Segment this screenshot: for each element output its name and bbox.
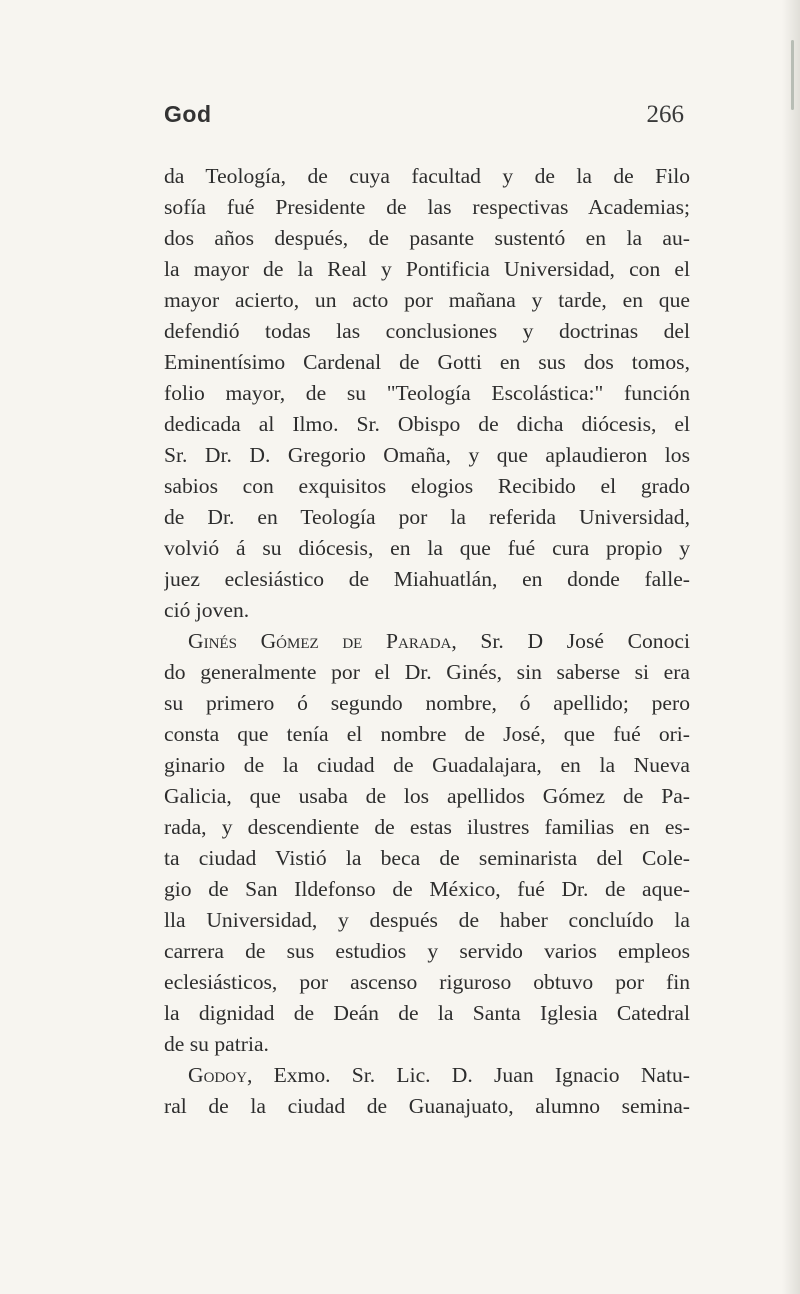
text-line: volvió á su diócesis, en la que fué cura propio y — [164, 536, 690, 560]
text-line: dos años después, de pasante sustentó en la au- — [164, 226, 690, 250]
entry-heading: Ginés Gómez de Parada — [188, 629, 452, 653]
entry-heading: Godoy — [188, 1063, 247, 1087]
text-line: lla Universidad, y después de haber concluído la — [164, 908, 690, 932]
text-line: do generalmente por el Dr. Ginés, sin saberse si era — [164, 660, 690, 684]
text-line: su primero ó segundo nombre, ó apellido; pero — [164, 691, 690, 715]
text-line: sabios con exquisitos elogios Recibido el grado — [164, 474, 690, 498]
text-line: da Teología, de cuya facultad y de la de Filo — [164, 164, 690, 188]
page-edge-shadow — [782, 0, 800, 1294]
text-line: de su patria. — [164, 1032, 269, 1056]
entry-text: , Exmo. Sr. Lic. D. Juan Ignacio Natu- — [246, 1063, 690, 1087]
text-line: Galicia, que usaba de los apellidos Gómez de Pa- — [164, 784, 690, 808]
text-line: consta que tenía el nombre de José, que fué ori- — [164, 722, 690, 746]
text-line — [164, 1060, 690, 1091]
text-line: rada, y descendiente de estas ilustres familias en es- — [164, 815, 690, 839]
text-line: ta ciudad Vistió la beca de seminarista del Cole- — [164, 846, 690, 870]
running-header — [164, 101, 684, 141]
text-line: juez eclesiástico de Miahuatlán, en donde falle- — [164, 567, 690, 591]
text-line: sofía fué Presidente de las respectivas Academias; — [164, 195, 690, 219]
text-line: carrera de sus estudios y servido varios empleos — [164, 939, 690, 963]
text-line: Eminentísimo Cardenal de Gotti en sus dos tomos, — [164, 350, 690, 374]
text-line: eclesiásticos, por ascenso riguroso obtuvo por fin — [164, 970, 690, 994]
text-line: la mayor de la Real y Pontificia Universidad, con el — [164, 257, 690, 281]
body-text — [164, 161, 690, 1122]
running-title: God — [164, 101, 212, 127]
text-line: de Dr. en Teología por la referida Universidad, — [164, 505, 690, 529]
text-line: gio de San Ildefonso de México, fué Dr. de aque- — [164, 877, 690, 901]
page-number: 266 — [646, 101, 684, 128]
entry-text: , Sr. D José Conoci — [451, 629, 690, 653]
text-line: defendió todas las conclusiones y doctrinas del — [164, 319, 690, 343]
text-line: ció joven. — [164, 598, 250, 622]
text-line: Sr. Dr. D. Gregorio Omaña, y que aplaudieron los — [164, 443, 690, 467]
text-line: dedicada al Ilmo. Sr. Obispo de dicha diócesis, el — [164, 412, 690, 436]
text-line: la dignidad de Deán de la Santa Iglesia Catedral — [164, 1001, 690, 1025]
text-line: folio mayor, de su "Teología Escolástica:" función — [164, 381, 690, 405]
text-line — [164, 626, 690, 657]
page-edge-mark — [791, 40, 794, 110]
text-line: ral de la ciudad de Guanajuato, alumno semina- — [164, 1094, 690, 1118]
text-line: mayor acierto, un acto por mañana y tarde, en que — [164, 288, 690, 312]
text-line: ginario de la ciudad de Guadalajara, en la Nueva — [164, 753, 690, 777]
